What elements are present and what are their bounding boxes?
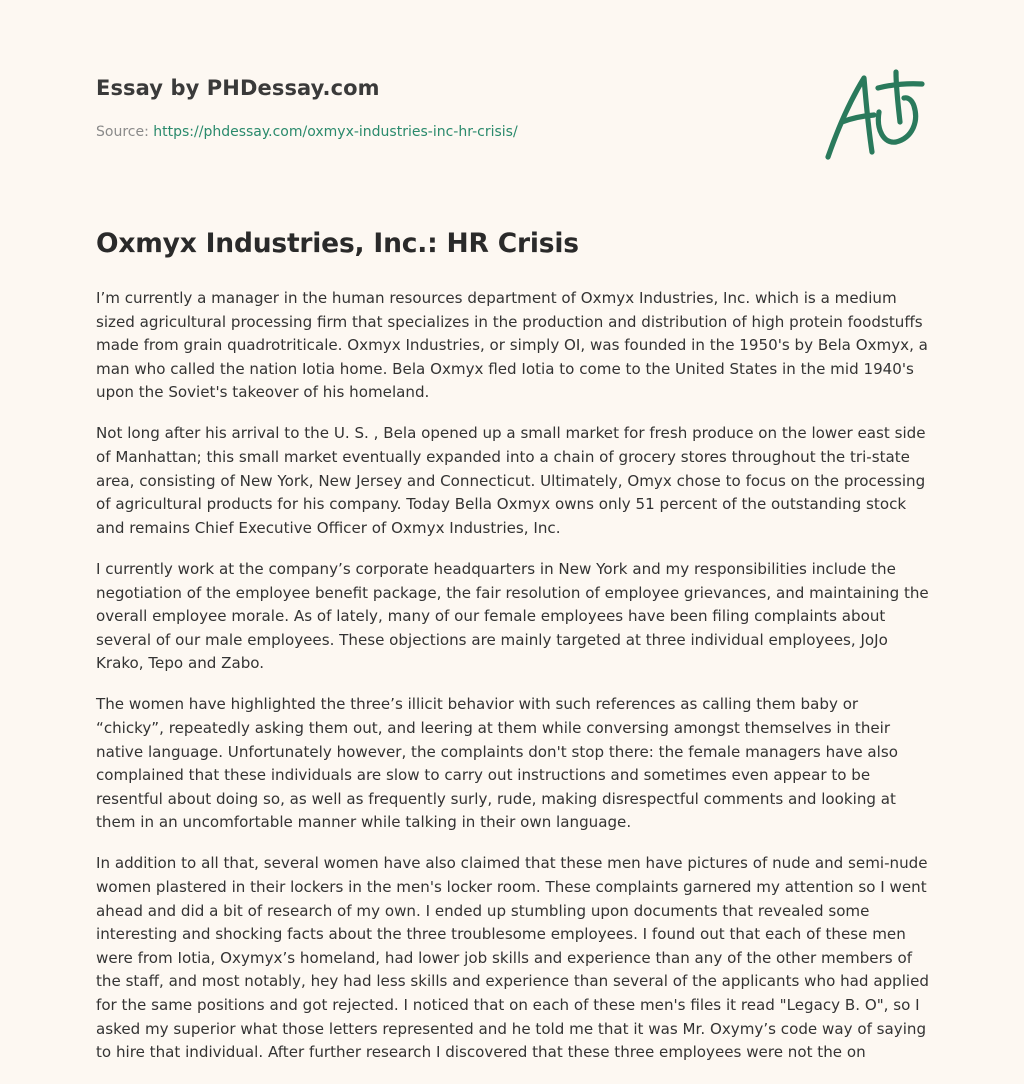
site-title: Essay by PHDessay.com (96, 76, 380, 100)
essay-paragraph: I’m currently a manager in the human resources department of Oxmyx Industries, Inc. which is a medium sized agricultural processing firm that specializes in the production and distribution of high protein foodstuffs made from grain quadrotriticale. Oxmyx Industries, or simply OI, was founded in the 1950's by Bela Oxmyx, a man who called the nation Iotia home. Bela Oxmyx fled Iotia to come to the United States in the mid 1940's upon the Soviet's takeover of his homeland. (96, 289, 928, 402)
essay-body (96, 287, 930, 1082)
a-plus-grade-icon (818, 66, 930, 166)
essay-paragraph: Not long after his arrival to the U. S. , Bela opened up a small market for fresh produce on the lower east side of Manhattan; this small market eventually expanded into a chain of grocery stores throughout the tri-state area, consisting of New York, New Jersey and Connecticut. Ultimately, Omyx chose to focus on the processing of agricultural products for his company. Today Bella Oxmyx owns only 51 percent of the outstanding stock and remains Chief Executive Officer of Oxmyx Industries, Inc. (96, 424, 926, 537)
essay-paragraph: The women have highlighted the three’s illicit behavior with such references as calling them baby or “chicky”, repeatedly asking them out, and leering at them while conversing amongst themselves in their native language. Unfortunately however, the complaints don't stop there: the female managers have also complained that these individuals are slow to carry out instructions and sometimes even appear to be resentful about doing so, as well as frequently surly, rude, making disrespectful comments and looking at them in an uncomfortable manner while talking in their own language. (96, 695, 898, 832)
source-line (96, 124, 518, 140)
essay-title: Oxmyx Industries, Inc.: HR Crisis (96, 228, 579, 259)
essay-paragraph: In addition to all that, several women have also claimed that these men have pictures of nude and semi-nude women plastered in their lockers in the men's locker room. These complaints garnered my attention so I went ahead and did a bit of research of my own. I ended up stumbling upon documents that revealed some interesting and shocking facts about the three troublesome employees. I found out that each of these men were from Iotia, Oxymyx’s homeland, had lower job skills and experience than any of the other members of the staff, and most notably, hey had less skills and experience than several of the applicants who had applied for the same positions and got rejected. I noticed that on each of these men's files it read "Legacy B. O", so I asked my superior what those letters represented and he told me that it was Mr. Oxymy’s code way of saying to hire that individual. After further research I discovered that these three employees were not the on (96, 854, 929, 1062)
essay-paragraph: I currently work at the company’s corporate headquarters in New York and my responsibilities include the negotiation of the employee benefit package, the fair resolution of employee grievances, and maintaining the overall employee morale. As of lately, many of our female employees have been filing complaints about several of our male employees. These objections are mainly targeted at three individual employees, JoJo Krako, Tepo and Zabo. (96, 559, 929, 673)
source-link[interactable]: https://phdessay.com/oxmyx-industries-inc-hr-crisis/ (153, 124, 518, 140)
source-label: Source: (96, 124, 149, 140)
